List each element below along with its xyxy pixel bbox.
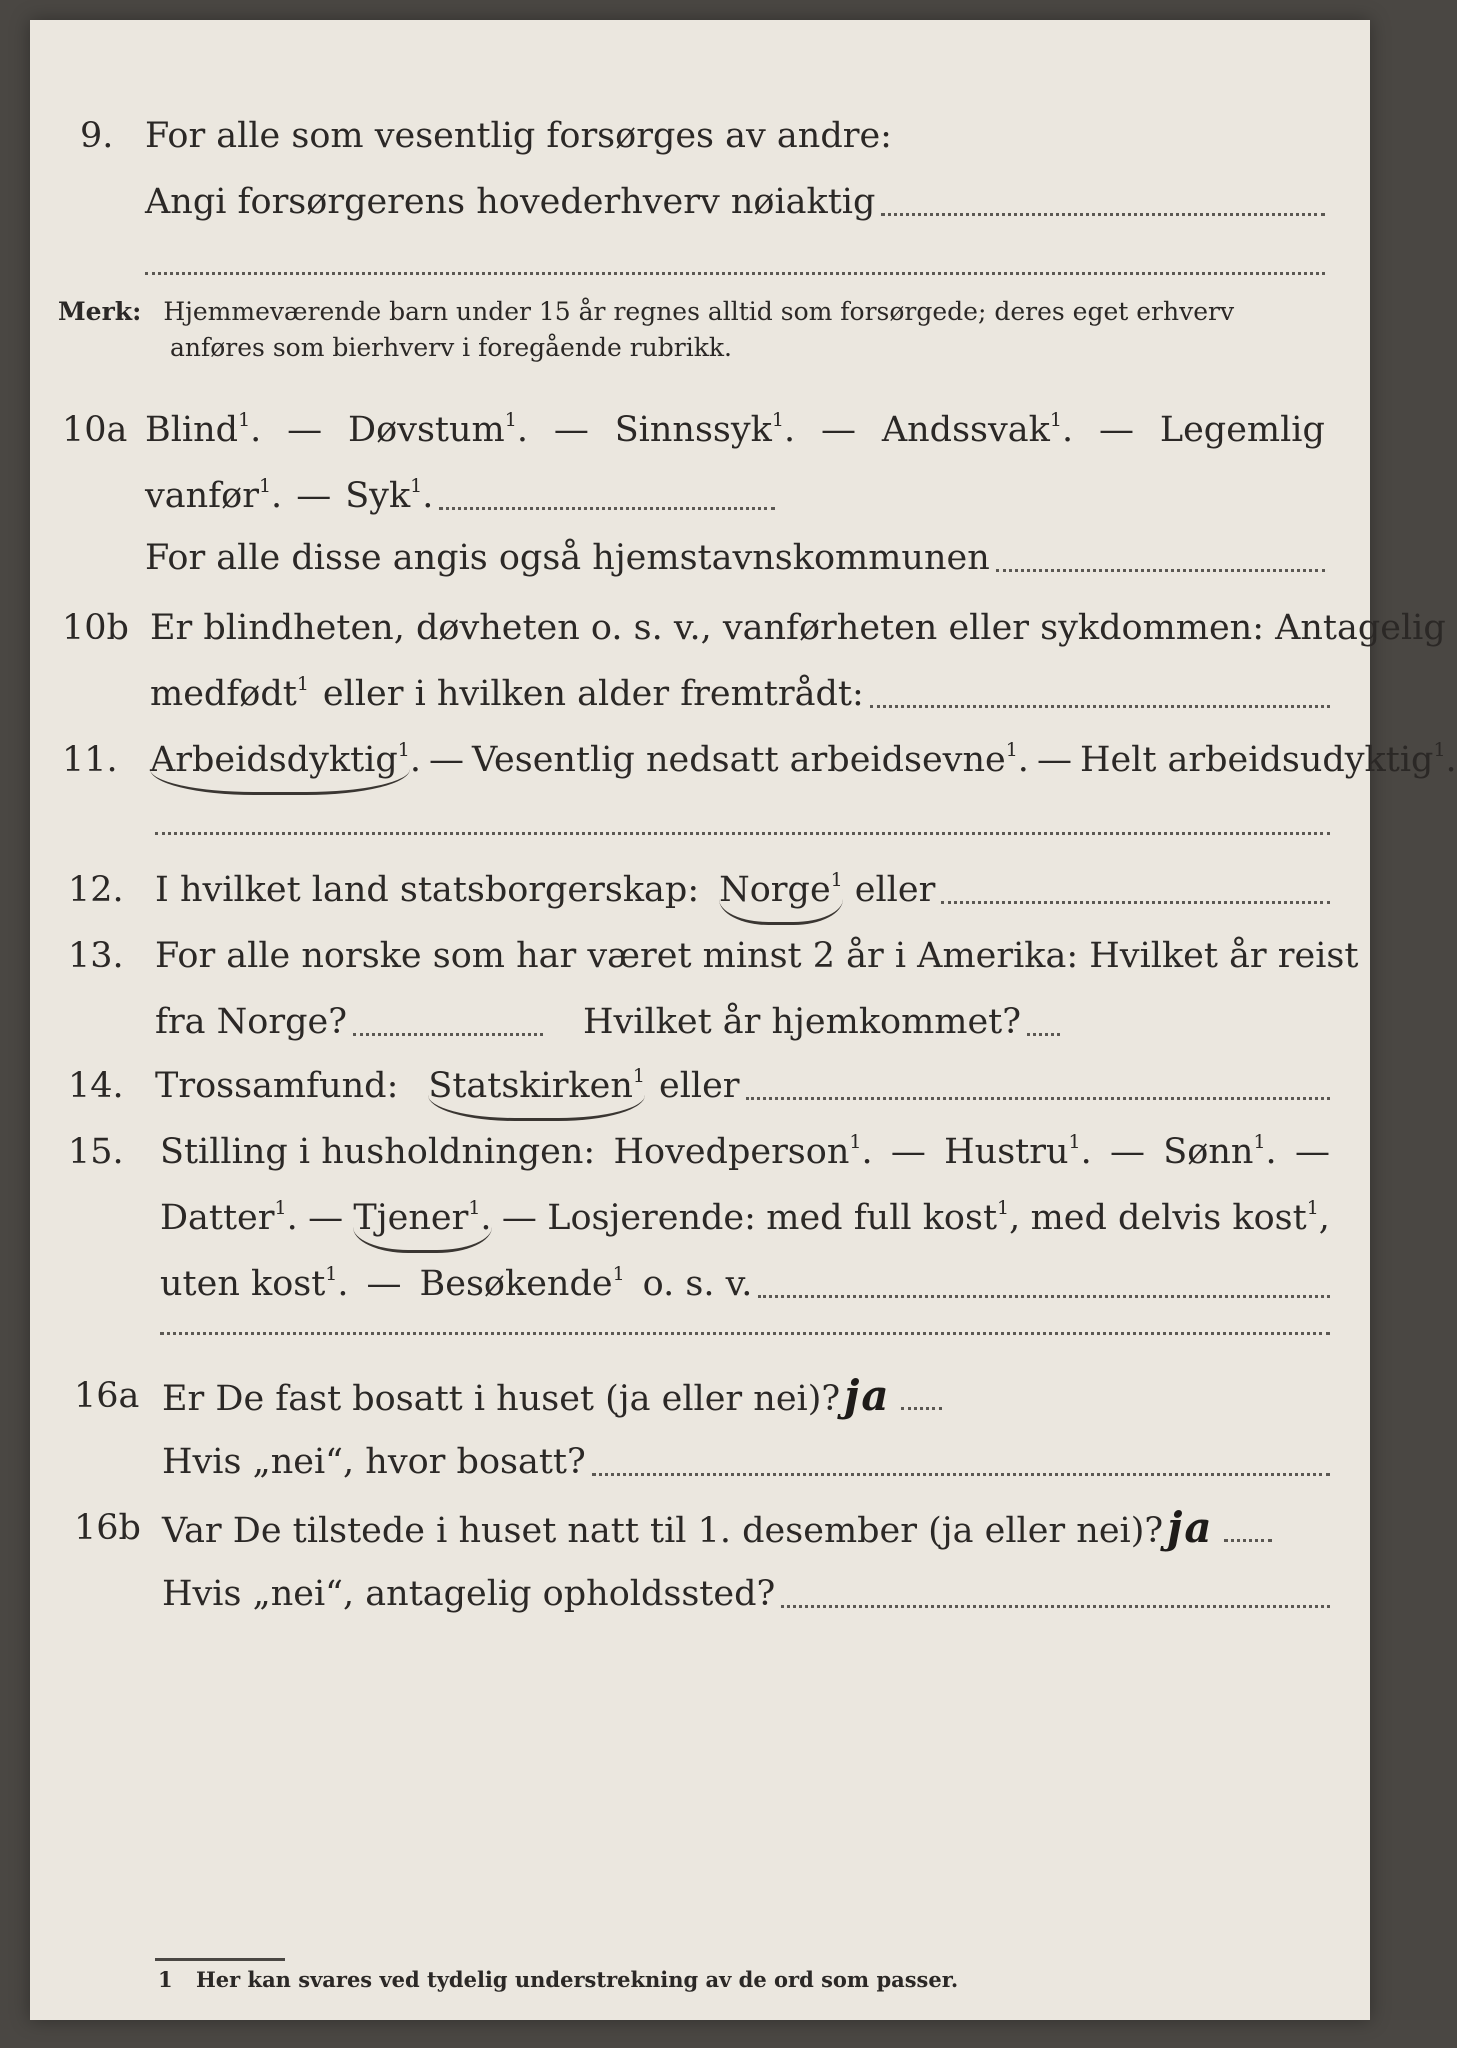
q10a-line2 — [145, 466, 775, 526]
q13-text2b: Hvilket år hjemkommet? — [583, 1002, 1022, 1042]
dash: — — [890, 1132, 926, 1172]
merk-text1: Hjemmeværende barn under 15 år regnes alltid som forsørgede; deres eget erhverv — [163, 297, 1235, 326]
q10a-answer-field[interactable] — [439, 506, 775, 510]
merk-note-line2 — [170, 328, 732, 368]
q11-number: 11. — [62, 740, 118, 780]
q16a-line2 — [162, 1432, 1330, 1492]
opt-arbeidsdyktig-selected[interactable]: Arbeidsdyktig$^1$ — [150, 730, 410, 795]
q10b-text2: eller i hvilken alder fremtrådt: — [322, 674, 864, 714]
q15-text: Stilling i husholdningen: — [160, 1132, 596, 1172]
dash: — — [1110, 1132, 1146, 1172]
hjemstavnskommune-field[interactable] — [996, 568, 1325, 572]
dash: — — [1098, 410, 1134, 450]
q10b-text1: Er blindheten, døvheten o. s. v., vanførheten eller sykdommen: Antagelig — [150, 608, 1446, 648]
q11-line: Arbeidsdyktig$^1$ . — Vesentlig nedsatt arbeidsevne$^1$. — Helt arbeidsudyktig$^1$. — [150, 730, 1457, 790]
dash: — — [1294, 1132, 1330, 1172]
q15-answer-field[interactable] — [758, 1294, 1330, 1298]
footnote-rule — [155, 1958, 285, 1961]
q9-answer-field-2[interactable] — [145, 272, 1325, 275]
footnote — [158, 1965, 958, 1995]
q13-line1 — [155, 926, 1358, 986]
opt-medfodt[interactable]: medfødt$^1$ — [150, 673, 309, 714]
opt-hovedperson[interactable]: Hovedperson$^1$. — [613, 1131, 873, 1172]
opholdssted-field[interactable] — [781, 1604, 1330, 1608]
q9-line1 — [145, 106, 892, 166]
dash: — — [296, 476, 332, 516]
dash: — — [553, 410, 589, 450]
opt-helt-arbeidsudyktig[interactable]: Helt arbeidsudyktig$^1$. — [1079, 739, 1457, 780]
q16b-line2 — [162, 1564, 1330, 1624]
q16b-number: 16b — [74, 1508, 141, 1548]
q16b-text1: Var De tilstede i huset natt til 1. desember (ja eller nei)? — [162, 1511, 1164, 1551]
statsborgerskap-field[interactable] — [941, 900, 1330, 904]
opt-tjener-selected[interactable]: Tjener$^1$. — [353, 1188, 491, 1253]
opt-legemlig[interactable]: Legemlig — [1159, 410, 1325, 450]
q10a-line1 — [145, 400, 1325, 460]
q16a-handwritten-answer[interactable]: ja — [844, 1371, 891, 1420]
q13-text2a: fra Norge? — [155, 1002, 347, 1042]
opt-datter[interactable]: Datter$^1$. — [160, 1197, 298, 1238]
footnote-mark: 1 — [158, 1967, 173, 1992]
reist-aar-field[interactable] — [353, 1032, 543, 1036]
q9-text1: For alle som vesentlig forsørges av andre: — [145, 116, 892, 156]
q13-text1: For alle norske som har været minst 2 år i Amerika: Hvilket år reist — [155, 936, 1359, 976]
q9-text2: Angi forsørgerens hovederhverv nøiaktig — [145, 182, 876, 222]
opt-full-kost[interactable]: med full kost$^1$, — [766, 1197, 1021, 1238]
q13-number: 13. — [68, 936, 124, 976]
opt-norge-selected[interactable]: Norge$^1$ — [719, 860, 843, 925]
census-form-page — [30, 20, 1457, 2020]
hjemkommet-aar-field[interactable] — [1027, 1032, 1060, 1036]
opt-delvis-kost[interactable]: med delvis kost$^1$, — [1030, 1197, 1330, 1238]
q15-line3 — [160, 1254, 1330, 1314]
q9-line2 — [145, 172, 1325, 232]
q15-line1 — [160, 1122, 1330, 1182]
merk-note-line1 — [58, 292, 1234, 332]
dash: — — [366, 1264, 402, 1304]
dash: — — [428, 740, 464, 780]
opt-uten-kost[interactable]: uten kost$^1$. — [160, 1263, 349, 1304]
dash: — — [820, 410, 856, 450]
q10b-line1 — [150, 598, 1446, 658]
bosatt-field[interactable] — [592, 1472, 1330, 1476]
q11-answer-field[interactable] — [155, 832, 1330, 835]
dash: — — [287, 410, 323, 450]
q10a-text3: For alle disse angis også hjemstavnskommunen — [145, 538, 990, 578]
merk-label: Merk: — [58, 297, 142, 326]
q14-text: Trossamfund: — [155, 1066, 399, 1106]
opt-vesentlig-nedsatt[interactable]: Vesentlig nedsatt arbeidsevne$^1$. — [471, 739, 1029, 780]
q13-line2 — [155, 992, 1060, 1052]
q12-eller: eller — [854, 870, 936, 910]
q10a-line3 — [145, 528, 1325, 588]
q12-text: I hvilket land statsborgerskap: — [155, 870, 700, 910]
q15-line2 — [160, 1188, 1330, 1248]
dash: — — [1036, 740, 1072, 780]
q16b-line1 — [162, 1498, 1272, 1558]
q16a-text2: Hvis „nei“, hvor bosatt? — [162, 1442, 586, 1482]
trossamfund-field[interactable] — [746, 1096, 1330, 1100]
q10b-answer-field[interactable] — [870, 704, 1330, 708]
q15-losjerende: Losjerende: — [547, 1198, 756, 1238]
opt-statskirken-selected[interactable]: Statskirken$^1$ — [428, 1056, 645, 1121]
q14-number: 14. — [68, 1066, 124, 1106]
opt-andssvak[interactable]: Andssvak$^1$. — [881, 409, 1074, 450]
opt-blind[interactable]: Blind$^1$. — [145, 409, 262, 450]
opt-besokende[interactable]: Besøkende$^1$ — [419, 1263, 625, 1304]
q14-eller: eller — [658, 1066, 740, 1106]
footnote-text: Her kan svares ved tydelig understrekning av de ord som passer. — [195, 1967, 959, 1992]
q16a-number: 16a — [74, 1376, 140, 1416]
q14-line — [155, 1056, 1330, 1116]
opt-sinnssyk[interactable]: Sinnssyk$^1$. — [614, 409, 796, 450]
q12-line — [155, 860, 1330, 920]
q16a-text1: Er De fast bosatt i huset (ja eller nei)? — [162, 1379, 841, 1419]
q16a-line1 — [162, 1366, 942, 1426]
q16b-handwritten-answer[interactable]: ja — [1167, 1503, 1214, 1552]
dash: — — [308, 1198, 344, 1238]
q16b-answer-field[interactable] — [1224, 1538, 1272, 1542]
q15-osv: o. s. v. — [642, 1264, 753, 1304]
q9-number: 9. — [80, 116, 114, 156]
q15-number: 15. — [68, 1132, 124, 1172]
q9-answer-field[interactable] — [881, 212, 1325, 216]
q16b-text2: Hvis „nei“, antagelig opholdssted? — [162, 1574, 776, 1614]
q15-answer-field-2[interactable] — [160, 1332, 1330, 1335]
merk-text2: anføres som bierhverv i foregående rubrikk. — [170, 333, 732, 362]
opt-sonn[interactable]: Sønn$^1$. — [1163, 1131, 1277, 1172]
q16a-answer-field[interactable] — [901, 1406, 942, 1410]
opt-dovstum[interactable]: Døvstum$^1$. — [348, 409, 528, 450]
dash: — — [501, 1198, 537, 1238]
q10b-line2 — [150, 664, 1330, 724]
opt-vanfor[interactable]: vanfør$^1$. — [145, 475, 283, 516]
opt-hustru[interactable]: Hustru$^1$. — [944, 1131, 1092, 1172]
q10b-number: 10b — [62, 608, 129, 648]
q10a-number: 10a — [62, 410, 128, 450]
opt-syk[interactable]: Syk$^1$. — [345, 475, 434, 516]
q12-number: 12. — [68, 870, 124, 910]
